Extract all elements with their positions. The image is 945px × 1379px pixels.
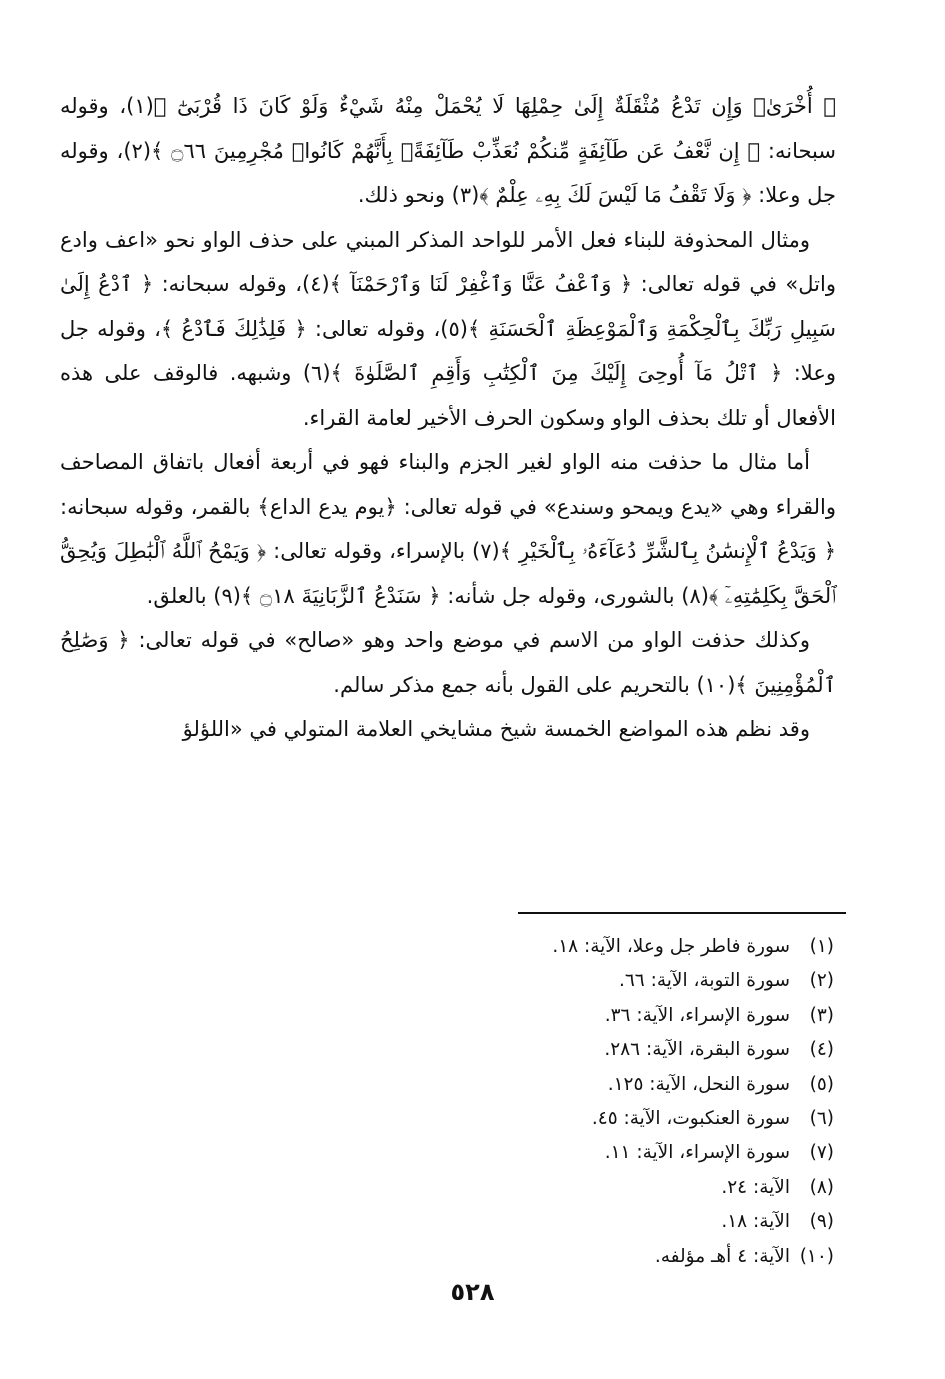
footnote-text: الآية: ٤ أهـ مؤلفه. [654,1245,790,1267]
footnote-item [552,1205,834,1239]
footnote-number: (٧) [809,1142,834,1164]
footnote-item [552,1171,834,1205]
footnote-item [552,930,834,964]
footnote-text: الآية: ٢٤. [721,1176,790,1198]
footnote-text: سورة البقرة، الآية: ٢٨٦. [604,1039,790,1061]
footnote-text: سورة التوبة، الآية: ٦٦. [618,970,790,992]
page-body [60,84,837,1267]
footnote-item [552,1033,834,1067]
paragraph-verbs-text: أما مثال ما حذفت منه الواو لغير الجزم والبناء فهو في أربعة أفعال باتفاق المصاحف والقراء وهي «يدع ويمحو وسندع» في قوله تعالى: ﴿يوم يدع الداع﴾ بالقمر، وقوله سبحانه: ﴿ وَيَدْعُ ٱلْإِنسَٰنُ بِٱلشَّرِّ دُعَآءَهُۥ بِٱلْخَيْرِ ﴾(٧) بالإسراء، وقوله تعالى: ﴿ وَيَمْحُ ٱللَّهُ ٱلْبَٰطِلَ وَيُحِقُّ ٱلْحَقَّ بِكَلِمَٰتِهِۦٓ ﴾(٨) بالشورى، وقوله جل شأنه: ﴿ سَنَدْعُ ٱلزَّبَانِيَةَ ۝١٨ ﴾(٩) بالعلق. [60,450,837,608]
footnote-separator [518,912,846,914]
footnote-item [552,1068,834,1102]
footnote-item [552,1240,834,1274]
footnote-text: سورة العنكبوت، الآية: ٤٥. [591,1108,790,1130]
footnote-number: (٤) [809,1039,834,1061]
footnote-item [552,964,834,998]
footnote-number: (١٠) [799,1245,834,1267]
footnotes-list [552,930,834,1274]
page-number: ٥٢٨ [450,1278,495,1306]
footnote-text: سورة الإسراء، الآية: ٣٦. [604,1004,790,1026]
footnote-number: (٣) [809,1004,834,1026]
paragraph-closing-text: وقد نظم هذه المواضع الخمسة شيخ مشايخي العلامة المتولي في «اللؤلؤ [182,717,810,741]
paragraph-verbs-examples [60,440,836,618]
footnote-text: سورة فاطر جل وعلا، الآية: ١٨. [552,936,790,957]
paragraph-noun-text: وكذلك حذفت الواو من الاسم في موضع واحد وهو «صالح» في قوله تعالى: ﴿ وَصَٰلِحُ ٱلْمُؤْمِنِينَ ﴾(١٠) بالتحريم على القول بأنه جمع مذكر سالم. [60,628,836,697]
footnote-number: (٨) [809,1176,834,1198]
footnote-number: (٩) [809,1211,834,1233]
footnote-text: سورة النحل، الآية: ١٢٥. [607,1073,790,1095]
paragraph-imperative-examples [60,218,836,441]
footnote-number: (٥) [809,1073,834,1095]
footnote-number: (٦) [809,1108,834,1130]
footnote-text: سورة الإسراء، الآية: ١١. [604,1142,790,1164]
footnote-text: الآية: ١٨. [721,1211,790,1233]
paragraph-continuation: ﴿ أُخْرَىٰۚ وَإِن تَدْعُ مُثْقَلَةٌ إِلَىٰ حِمْلِهَا لَا يُحْمَلْ مِنْهُ شَيْءٌ وَلَوْ كَانَ ذَا قُرْبَىٰٓ ﴾(١)، وقوله سبحانه: ﴿ إِن نَّعْفُ عَن طَآئِفَةٍ مِّنكُمْ نُعَذِّبْ طَآئِفَةًۢ بِأَنَّهُمْ كَانُوا۟ مُجْرِمِينَ ۝٦٦ ﴾(٢)، وقوله جل وعلا: ﴿ وَلَا تَقْفُ مَا لَيْسَ لَكَ بِهِۦ عِلْمٌ ﴾(٣) ونحو ذلك. [60,94,836,207]
paragraph-noun-example [60,618,836,707]
footnote-number: (٢) [809,970,834,992]
paragraph-closing [60,707,836,752]
footnote-item [552,1102,834,1136]
footnote-item [552,1136,834,1170]
footnote-item [552,999,834,1033]
footnote-number: (١) [809,936,834,957]
paragraph-imperative-text: ومثال المحذوفة للبناء فعل الأمر للواحد المذكر المبني على حذف الواو نحو «اعف وادع واتل» في قوله تعالى: ﴿ وَٱعْفُ عَنَّا وَٱغْفِرْ لَنَا وَٱرْحَمْنَآ ﴾(٤)، وقوله سبحانه: ﴿ ٱدْعُ إِلَىٰ سَبِيلِ رَبِّكَ بِٱلْحِكْمَةِ وَٱلْمَوْعِظَةِ ٱلْحَسَنَةِ ﴾(٥)، وقوله تعالى: ﴿ فَلِذَٰلِكَ فَٱدْعُ ﴾، وقوله جل وعلا: ﴿ ٱتْلُ مَآ أُوحِىَ إِلَيْكَ مِنَ ٱلْكِتَٰبِ وَأَقِمِ ٱلصَّلَوٰةَ ﴾(٦) وشبهه. فالوقف على هذه الأفعال أو تلك بحذف الواو وسكون الحرف الأخير لعامة القراء. [60,227,836,430]
